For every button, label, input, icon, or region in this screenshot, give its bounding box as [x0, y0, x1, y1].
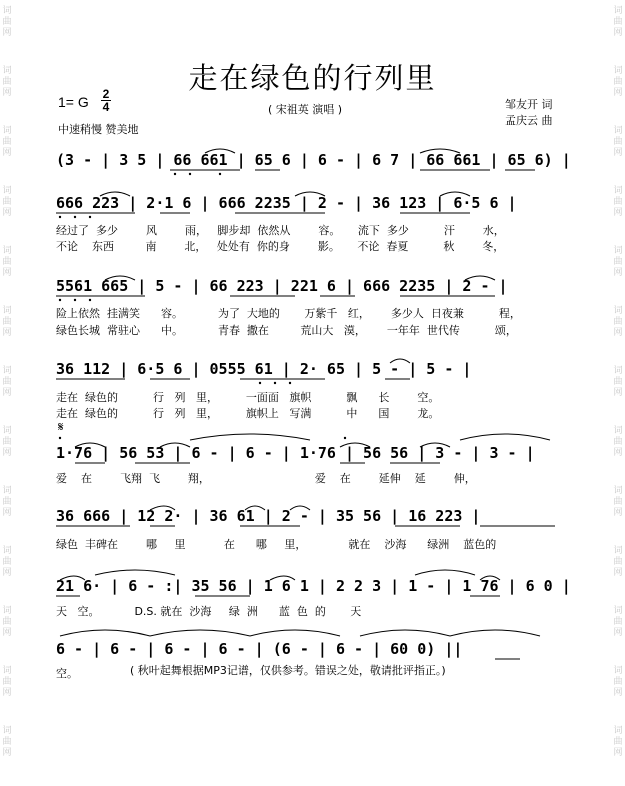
watermark-char: 网 — [2, 88, 12, 98]
watermark-char: 网 — [613, 148, 623, 158]
key-signature: 1= G — [58, 94, 89, 110]
watermark-char: 网 — [2, 148, 12, 158]
watermark-char: 词 — [2, 426, 12, 436]
watermark-char: 曲 — [613, 17, 623, 27]
watermark-char: 网 — [613, 88, 623, 98]
watermark-char: 曲 — [2, 497, 12, 507]
lyrics-line-3b: 绿色长城 常驻心 中。 青春 撒在 荒山大 漠， 一年年 世代传 颂， — [56, 324, 517, 337]
watermark-char: 曲 — [613, 197, 623, 207]
watermark-char: 词 — [613, 546, 623, 556]
time-signature-bottom: 4 — [102, 100, 110, 114]
lyrics-line-4a: 走在 绿色的 行 列 里， 一面面 旗帜 飘 长 空。 — [56, 391, 440, 404]
singer-credit: ( 宋祖英 演唱 ) — [268, 103, 343, 116]
lyrics-line-8: 空。 — [56, 667, 78, 680]
watermark-char: 曲 — [2, 557, 12, 567]
segno-sign: 𝄋 — [58, 420, 64, 435]
watermark-char: 词 — [2, 666, 12, 676]
watermark-char: 网 — [613, 448, 623, 458]
notation-line-6: 36 666 | 12 2· | 36 61 | 2 - | 35 56 | 16 223 | — [56, 507, 481, 525]
watermark-char: 曲 — [613, 737, 623, 747]
watermark-char: 网 — [613, 748, 623, 758]
watermark-char: 曲 — [613, 377, 623, 387]
watermark-char: 词 — [2, 366, 12, 376]
watermark-char: 网 — [2, 508, 12, 518]
watermark-char: 网 — [2, 328, 12, 338]
watermark-char: 词 — [2, 546, 12, 556]
watermark-char: 词 — [2, 606, 12, 616]
watermark-char: 词 — [2, 486, 12, 496]
watermark-char: 曲 — [613, 137, 623, 147]
watermark-char: 词 — [613, 246, 623, 256]
watermark-char: 词 — [613, 606, 623, 616]
watermark-char: 曲 — [2, 137, 12, 147]
watermark-char: 词 — [613, 66, 623, 76]
notation-line-5: 1·76 | 56 53 | 6 - | 6 - | 1·76 | 56 56 | 3 - | 3 - | — [56, 444, 535, 462]
watermark-char: 曲 — [2, 437, 12, 447]
notation-line-8: 6 - | 6 - | 6 - | 6 - | (6 - | 6 - | 60 0) || — [56, 640, 463, 658]
lyrics-line-6: 绿色 丰碑在 哪 里 在 哪 里， 就在 沙海 绿洲 蓝色的 — [56, 538, 497, 551]
notation-line-2: 666 223 | 2·1 6 | 666 2235 | 2 - | 36 123 | 6·5 6 | — [56, 194, 517, 212]
watermark-char: 曲 — [613, 497, 623, 507]
watermark-char: 网 — [613, 508, 623, 518]
watermark-char: 曲 — [613, 77, 623, 87]
watermark-char: 曲 — [613, 317, 623, 327]
watermark-char: 词 — [613, 186, 623, 196]
notation-line-4: 36 112 | 6·5 6 | 0555 61 | 2· 65 | 5 - | 5 - | — [56, 360, 472, 378]
watermark-char: 网 — [2, 568, 12, 578]
lyrics-line-5: 爱 在 飞翔 飞 翔， 爱 在 延伸 延 伸， — [56, 472, 476, 485]
song-title: 走在绿色的行列里 — [188, 61, 437, 95]
watermark-char: 网 — [613, 28, 623, 38]
notation-line-1: (3 - | 3 5 | 66 661 | 65 6 | 6 - | 6 7 | 66 661 | 65 6) | — [56, 151, 571, 169]
watermark-char: 曲 — [613, 677, 623, 687]
watermark-char: 网 — [2, 688, 12, 698]
composer-credit: 孟庆云 曲 — [505, 114, 553, 127]
watermark-char: 词 — [2, 186, 12, 196]
watermark-char: 词 — [2, 726, 12, 736]
watermark-char: 词 — [613, 366, 623, 376]
watermark-char: 词 — [613, 306, 623, 316]
watermark-char: 曲 — [613, 617, 623, 627]
watermark-char: 曲 — [613, 437, 623, 447]
time-signature-top: 2 — [102, 87, 110, 101]
watermark-char: 曲 — [2, 17, 12, 27]
watermark-char: 词 — [613, 726, 623, 736]
watermark-char: 词 — [2, 306, 12, 316]
watermark-char: 曲 — [2, 257, 12, 267]
notation-line-7: 21 6· | 6 - :| 35 56 | 1 6 1 | 2 2 3 | 1 - | 1 76 | 6 0 | — [56, 577, 571, 595]
watermark-char: 曲 — [2, 197, 12, 207]
tempo-marking: 中速稍慢 赞美地 — [58, 123, 139, 136]
transcription-footnote: ( 秋叶起舞根据MP3记谱，仅供参考。错误之处，敬请批评指正。) — [130, 664, 446, 677]
watermark-char: 曲 — [2, 677, 12, 687]
watermark-char: 词 — [613, 126, 623, 136]
watermark-char: 网 — [613, 328, 623, 338]
watermark-char: 曲 — [2, 77, 12, 87]
watermark-char: 网 — [613, 208, 623, 218]
watermark-char: 词 — [613, 6, 623, 16]
watermark-char: 网 — [613, 568, 623, 578]
watermark-char: 词 — [613, 486, 623, 496]
watermark-char: 曲 — [2, 617, 12, 627]
watermark-char: 网 — [613, 688, 623, 698]
watermark-char: 曲 — [2, 737, 12, 747]
lyrics-line-4b: 走在 绿色的 行 列 里， 旗帜上 写满 中 国 龙。 — [56, 407, 440, 420]
watermark-char: 词 — [613, 426, 623, 436]
watermark-char: 词 — [2, 126, 12, 136]
watermark-char: 网 — [2, 208, 12, 218]
watermark-char: 网 — [2, 448, 12, 458]
watermark-char: 曲 — [613, 257, 623, 267]
watermark-char: 词 — [2, 246, 12, 256]
lyrics-line-3a: 险上依然 挂满笑 容。 为了 大地的 万紫千 红， 多少人 日夜兼 程， — [56, 307, 521, 320]
lyrics-line-2a: 经过了 多少 风 雨， 脚步却 依然从 容。 流下 多少 汗 水， — [56, 224, 505, 237]
lyrics-line-2b: 不论 东西 南 北， 处处有 你的身 影。 不论 春夏 秋 冬， — [56, 240, 505, 253]
notation-line-3: 5561 665 | 5 - | 66 223 | 221 6 | 666 2235 | 2 - | — [56, 277, 508, 295]
watermark-char: 网 — [2, 388, 12, 398]
watermark-char: 网 — [613, 388, 623, 398]
lyricist-credit: 邹友开 词 — [505, 98, 553, 111]
watermark-char: 网 — [2, 628, 12, 638]
watermark-char: 词 — [2, 6, 12, 16]
watermark-char: 词 — [2, 66, 12, 76]
lyrics-line-7: 天 空。 D.S. 就在 沙海 绿 洲 蓝 色 的 天 — [56, 605, 362, 618]
watermark-char: 网 — [2, 748, 12, 758]
watermark-char: 词 — [613, 666, 623, 676]
watermark-char: 网 — [2, 268, 12, 278]
watermark-char: 网 — [613, 268, 623, 278]
watermark-char: 网 — [613, 628, 623, 638]
watermark-char: 网 — [2, 28, 12, 38]
watermark-char: 曲 — [2, 377, 12, 387]
watermark-char: 曲 — [2, 317, 12, 327]
watermark-char: 曲 — [613, 557, 623, 567]
